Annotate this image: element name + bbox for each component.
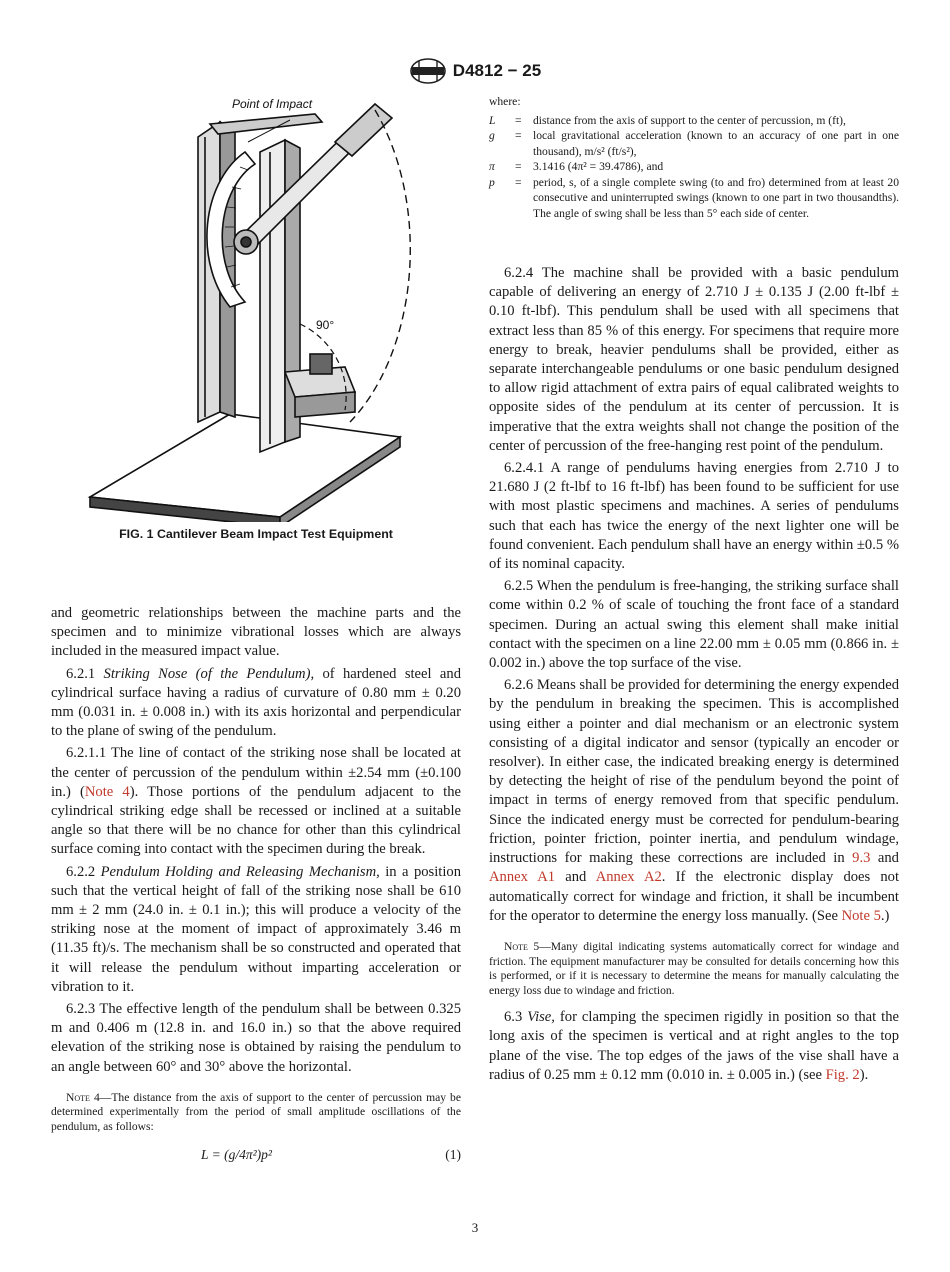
- definition-row: [489, 113, 899, 129]
- def-symbol: L: [489, 113, 496, 127]
- note-5-link[interactable]: Note 5: [841, 907, 881, 924]
- section-body: 6.2.1.1 The line of contact of the striking nose shall be located at the center of percussion of the pendulum within ±2.54 mm (±0.100 in.) (: [51, 745, 461, 800]
- section-title: Striking Nose (of the Pendulum),: [103, 665, 315, 682]
- section-6-2-5: 6.2.5 When the pendulum is free-hanging, the striking surface shall come within 0.2 % of scale of touching the front face of a standard specimen. During an actual swing this element shall make initial contact with the specimen on a line 22.00 mm ± 0.05 mm (0.866 in. ± 0.002 in.) above the top surface of the vise.: [489, 578, 899, 672]
- def-description: local gravitational acceleration (known to an accuracy of one part in one thousand), m/s² (ft/s²),: [533, 129, 899, 158]
- def-equals: =: [515, 160, 522, 173]
- note-4-link[interactable]: Note 4: [84, 783, 130, 800]
- def-description: period, s, of a single complete swing (to and fro) determined from at least 20 consecutive and uninterrupted swings (known to one part in two thousandths). The angle of swing shall be less than 5° each side of center.: [533, 175, 899, 220]
- section-6-2-1-1: [51, 744, 461, 859]
- def-symbol: π: [489, 160, 495, 173]
- equation-1: [51, 1145, 461, 1167]
- page-number: 3: [471, 1220, 479, 1235]
- section-number: 6.2.1: [66, 665, 104, 682]
- section-body: .): [880, 907, 890, 924]
- section-body: and: [555, 869, 596, 886]
- page-header: [0, 58, 950, 89]
- definition-row: [489, 159, 899, 175]
- note-4: [51, 1091, 461, 1135]
- section-body: in a position such that the vertical height of fall of the striking nose shall be 610 mm ± 2 mm (24.0 in. ± 0.1 in.); this will produce a velocity of the striking nose at the moment of impact of approximately 3.46 m (11.35 ft)/s. The mechanism shall be so constructed and operated that it will release the pendulum without imparting acceleration or vibration to it.: [51, 863, 461, 995]
- angle-label: 90°: [316, 318, 335, 332]
- annex-a1-link[interactable]: Annex A1: [489, 869, 556, 886]
- section-body: . If the electronic display does not automatically correct for windage and friction, it shall be incumbent for the operator to determine the energy loss manually. (See: [489, 869, 900, 924]
- section-6-2-4-1: 6.2.4.1 A range of pendulums having energies from 2.710 J to 21.680 J (2 ft-lbf to 16 ft-lbf) has been found to be sufficient for use with most plastic specimens and machines. A series of pendulums such that each has twice the energy of the next lighter one will be found convenient. Each pendulum shall have an energy within ±0.5 % of its nominal capacity.: [489, 460, 899, 573]
- section-6-2-2: [51, 863, 461, 997]
- note-label: Note 4: [66, 1090, 100, 1104]
- def-symbol: p: [489, 175, 495, 189]
- def-description: 3.1416 (4π² = 39.4786), and: [533, 160, 664, 173]
- note-body: —Many digital indicating systems automatically correct for windage and friction. The equipment manufacturer may be consulted for details concerning how this is performed, or if it is necessary to determine the means for manually calculating the energy loss due to windage and friction.: [489, 939, 900, 997]
- note-label: Note 5: [504, 939, 540, 953]
- annex-a2-link[interactable]: Annex A2: [595, 869, 662, 886]
- document-id: D4812 − 25: [452, 61, 542, 80]
- where-definitions: [489, 94, 899, 221]
- section-6-2-3: 6.2.3 The effective length of the pendulum shall be between 0.325 m and 0.406 m (12.8 in. and 16.0 in.) so that the above required elevation of the striking nose is obtained by raising the pendulum to an angle between 60° and 30° above the horizontal.: [51, 1001, 461, 1075]
- section-title: Vise,: [527, 1009, 555, 1026]
- section-9-3-link[interactable]: 9.3: [852, 850, 871, 867]
- section-body: ).: [859, 1066, 869, 1083]
- section-number: 6.2.2: [66, 863, 101, 880]
- section-body: for clamping the specimen rigidly in position so that the long axis of the specimen is vertical and at right angles to the top plane of the vise. The top edges of the jaws of the vise shall have a radius of 0.25 mm ± 0.12 mm (0.010 in. ± 0.005 in.) (see: [489, 1009, 900, 1083]
- section-6-2-4: 6.2.4 The machine shall be provided with a basic pendulum capable of delivering an energy of 2.710 J ± 0.135 J (2.00 ft-lbf ± 0.10 ft-lbf). This pendulum shall be used with all specimens that extract less than 85 % of this energy. For specimens that require more energy to break, heavier pendulums shall be provided, either as separate interchangeable pendulums or one basic pendulum designed to allow rigid attachment of extra pairs of equal calibrated weights to opposite sides of the pendulum at its center of percussion. It is imperative that the extra weights shall not change the position of the center of percussion of the free-hanging rest point of the pendulum.: [489, 265, 899, 454]
- section-body: 6.2.6 Means shall be provided for determining the energy expended by the pendulum in breaking the specimen. This is accomplished using either a pointer and dial mechanism or an electronic system consisting of a digital indicator and sensor (typically an encoder or resolver). In either case, the indicated breaking energy is determined by detecting the height of rise of the pendulum beyond the point of impact in terms of energy removed from that specific pendulum. Since the indicated energy must be corrected for pendulum-bearing friction, pointer friction, pointer inertia, and pendulum windage, instructions for making these corrections are included in: [489, 677, 899, 867]
- fig-2-link[interactable]: Fig. 2: [825, 1066, 860, 1083]
- section-body: of hardened steel and cylindrical surface having a radius of curvature of 0.80 mm ± 0.20 mm (0.031 in. ± 0.008 in.) with its axis horizontal and perpendicular to the plane of swing of the pendulum.: [51, 665, 461, 740]
- impact-tester-figure: [60, 92, 460, 522]
- def-description: distance from the axis of support to the center of percussion, m (ft),: [533, 113, 846, 127]
- section-6-3: [489, 1008, 899, 1085]
- def-symbol: g: [489, 129, 495, 142]
- def-equals: =: [515, 175, 522, 189]
- def-equals: =: [515, 129, 522, 142]
- left-column: [51, 604, 461, 1167]
- section-title: Pendulum Holding and Releasing Mechanism,: [100, 863, 380, 880]
- note-body: —The distance from the axis of support to the center of percussion may be determined experimentally from the period of small amplitude oscillations of the pendulum, as follows:: [51, 1090, 462, 1134]
- note-5: [489, 940, 899, 998]
- section-body: ). Those portions of the pendulum adjacent to the cylindrical striking edge shall be recessed or inclined at a suitable angle so that there will be no chance for other than this cylindrical surface coming into contact with the specimen during the break.: [51, 783, 461, 858]
- where-heading: where:: [489, 95, 521, 108]
- figure-caption: FIG. 1 Cantilever Beam Impact Test Equipment: [119, 527, 393, 541]
- section-6-2-6: [489, 676, 899, 926]
- paragraph-continued: and geometric relationships between the machine parts and the specimen and to minimize vibrational losses which are always included in the measured impact value.: [51, 605, 461, 660]
- definition-row: [489, 175, 899, 222]
- equation-number: (1): [445, 1146, 461, 1162]
- astm-logo-icon: [409, 58, 447, 84]
- section-6-2-1: [51, 665, 461, 742]
- def-equals: =: [515, 113, 522, 127]
- equation-formula: L = (g/4π²)p²: [201, 1146, 272, 1162]
- point-of-impact-label: Point of Impact: [232, 97, 313, 111]
- section-number: 6.3: [504, 1009, 528, 1026]
- section-body: and: [870, 850, 899, 867]
- right-column: [489, 264, 899, 1088]
- definition-row: [489, 128, 899, 159]
